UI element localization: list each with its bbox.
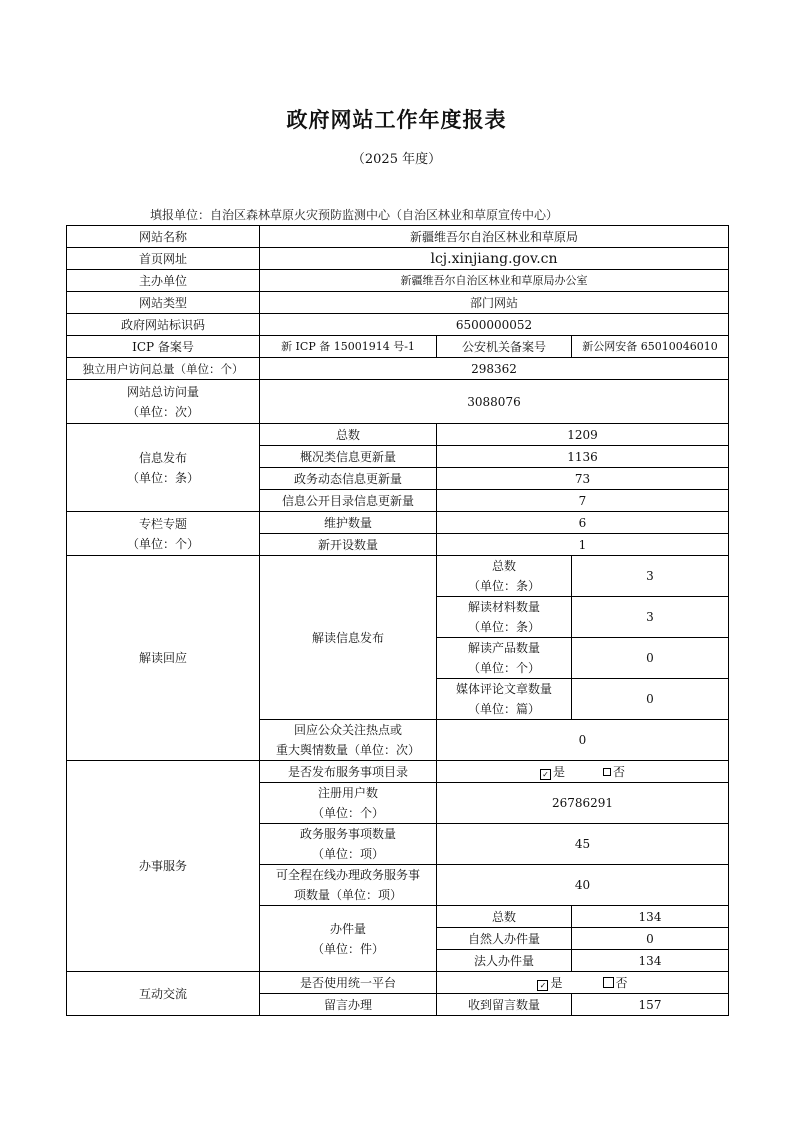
- service-catalog-no: 否: [613, 764, 626, 779]
- column-maintain-value: 6: [437, 512, 729, 534]
- info-total-value: 1209: [437, 424, 729, 446]
- service-items-value: 45: [437, 824, 729, 865]
- column-new-value: 1: [437, 534, 729, 556]
- table-row: [67, 424, 729, 446]
- info-overview-value: 1136: [437, 446, 729, 468]
- table-row: [67, 972, 729, 994]
- messages-received-label: 收到留言数量: [437, 994, 572, 1016]
- interpret-response-label: 回应公众关注热点或 重大舆情数量（单位：次）: [260, 720, 437, 761]
- natural-person-cases-label: 自然人办件量: [437, 928, 572, 950]
- interpret-total-value: 3: [572, 556, 729, 597]
- interact-label: 互动交流: [67, 972, 260, 1016]
- unchecked-checkbox-icon: [603, 768, 611, 776]
- page-views-value: 3088076: [260, 380, 729, 424]
- message-handling-label: 留言办理: [260, 994, 437, 1016]
- table-row: [67, 270, 729, 292]
- report-table: [66, 225, 729, 1016]
- unified-platform-yes: 是: [550, 975, 563, 990]
- online-items-value: 40: [437, 865, 729, 906]
- unchecked-checkbox-icon: [603, 977, 614, 988]
- column-new-label: 新开设数量: [260, 534, 437, 556]
- table-row: [67, 512, 729, 534]
- interpret-media-label: 媒体评论文章数量 （单位：篇）: [437, 679, 572, 720]
- checked-checkbox-icon: ✓: [540, 769, 551, 780]
- police-record-value: 新公网安备 65010046010: [572, 336, 729, 358]
- interpret-product-value: 0: [572, 638, 729, 679]
- table-row: [67, 226, 729, 248]
- info-publish-label: 信息发布 （单位：条）: [67, 424, 260, 512]
- legal-person-cases-value: 134: [572, 950, 729, 972]
- site-name-label: 网站名称: [67, 226, 260, 248]
- online-items-label: 可全程在线办理政务服务事 项数量（单位：项）: [260, 865, 437, 906]
- table-row: [67, 336, 729, 358]
- table-row: [67, 761, 729, 783]
- service-label: 办事服务: [67, 761, 260, 972]
- unified-platform-value: [437, 972, 729, 994]
- interpret-product-label: 解读产品数量 （单位：个）: [437, 638, 572, 679]
- interpret-response-value: 0: [437, 720, 729, 761]
- site-id-value: 6500000052: [260, 314, 729, 336]
- legal-person-cases-label: 法人办件量: [437, 950, 572, 972]
- info-overview-label: 概况类信息更新量: [260, 446, 437, 468]
- site-id-label: 政府网站标识码: [67, 314, 260, 336]
- interpret-publish-label: 解读信息发布: [260, 556, 437, 720]
- info-disclosure-label: 信息公开目录信息更新量: [260, 490, 437, 512]
- police-record-label: 公安机关备案号: [437, 336, 572, 358]
- site-type-label: 网站类型: [67, 292, 260, 314]
- cases-total-value: 134: [572, 906, 729, 928]
- unified-platform-label: 是否使用统一平台: [260, 972, 437, 994]
- info-disclosure-value: 7: [437, 490, 729, 512]
- registered-users-label: 注册用户数 （单位：个）: [260, 783, 437, 824]
- messages-received-value: 157: [572, 994, 729, 1016]
- unique-visitors-value: 298362: [260, 358, 729, 380]
- sponsor-label: 主办单位: [67, 270, 260, 292]
- service-catalog-value: [437, 761, 729, 783]
- unified-platform-no: 否: [615, 975, 628, 990]
- natural-person-cases-value: 0: [572, 928, 729, 950]
- interpret-media-value: 0: [572, 679, 729, 720]
- table-row: [67, 358, 729, 380]
- info-news-value: 73: [437, 468, 729, 490]
- homepage-url-value: lcj.xinjiang.gov.cn: [260, 248, 729, 270]
- icp-label: ICP 备案号: [67, 336, 260, 358]
- cases-total-label: 总数: [437, 906, 572, 928]
- cases-label: 办件量 （单位：件）: [260, 906, 437, 972]
- report-year: （2025 年度）: [351, 152, 442, 167]
- service-catalog-yes: 是: [552, 764, 565, 779]
- interpret-label: 解读回应: [67, 556, 260, 761]
- column-maintain-label: 维护数量: [260, 512, 437, 534]
- table-row: [67, 314, 729, 336]
- column-label: 专栏专题 （单位：个）: [67, 512, 260, 556]
- table-row: [67, 380, 729, 424]
- icp-value: 新 ICP 备 15001914 号-1: [260, 336, 437, 358]
- site-type-value: 部门网站: [260, 292, 729, 314]
- service-catalog-label: 是否发布服务事项目录: [260, 761, 437, 783]
- unique-visitors-label: 独立用户访问总量（单位：个）: [67, 358, 260, 380]
- homepage-url-label: 首页网址: [67, 248, 260, 270]
- interpret-material-value: 3: [572, 597, 729, 638]
- sponsor-value: 新疆维吾尔自治区林业和草原局办公室: [260, 270, 729, 292]
- interpret-material-label: 解读材料数量 （单位：条）: [437, 597, 572, 638]
- registered-users-value: 26786291: [437, 783, 729, 824]
- table-row: [67, 292, 729, 314]
- filler-unit: 填报单位：自治区森林草原火灾预防监测中心（自治区林业和草原宣传中心）: [150, 208, 559, 222]
- info-total-label: 总数: [260, 424, 437, 446]
- table-row: [67, 556, 729, 597]
- page-views-label: 网站总访问量 （单位：次）: [67, 380, 260, 424]
- interpret-total-label: 总数 （单位：条）: [437, 556, 572, 597]
- report-title: 政府网站工作年度报表: [286, 108, 507, 132]
- table-row: [67, 248, 729, 270]
- site-name-value: 新疆维吾尔自治区林业和草原局: [260, 226, 729, 248]
- service-items-label: 政务服务事项数量 （单位：项）: [260, 824, 437, 865]
- info-news-label: 政务动态信息更新量: [260, 468, 437, 490]
- checked-checkbox-icon: ✓: [537, 980, 548, 991]
